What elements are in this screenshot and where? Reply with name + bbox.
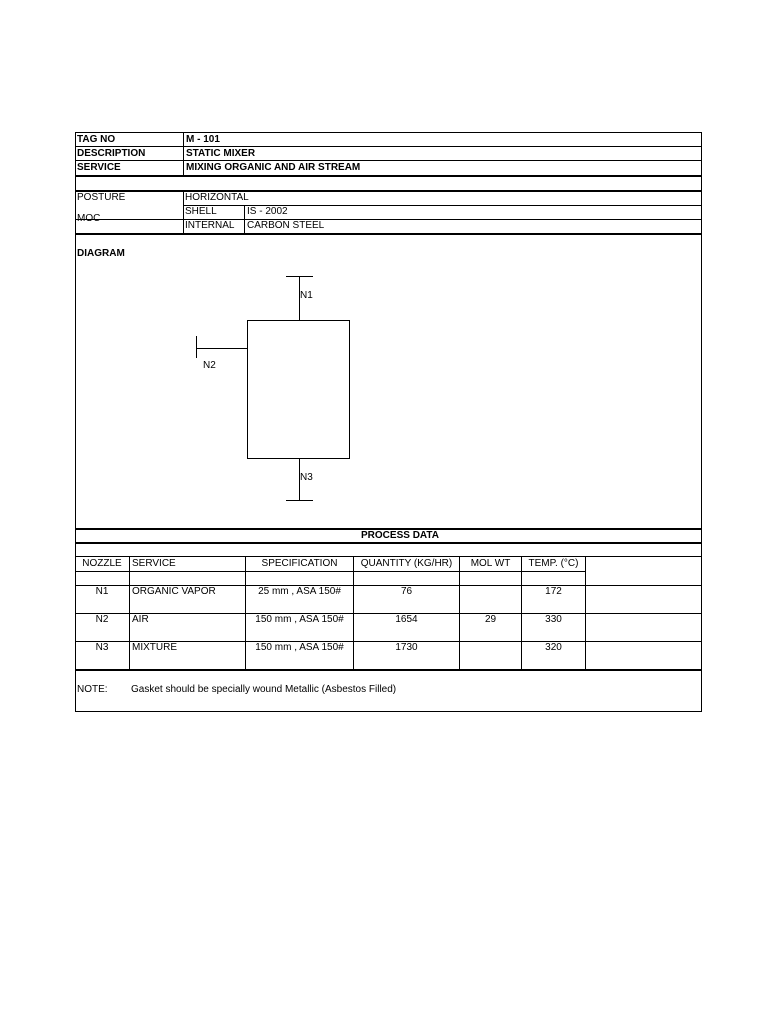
- row-quantity: 1654: [395, 614, 418, 625]
- row-spec: 25 mm , ASA 150#: [258, 586, 341, 597]
- rule: [75, 571, 585, 572]
- tag-no-value: M - 101: [186, 134, 220, 145]
- row-service: AIR: [132, 614, 149, 625]
- process-data-title: PROCESS DATA: [361, 530, 439, 541]
- row-quantity: 76: [400, 586, 413, 597]
- row-spec: 150 mm , ASA 150#: [255, 642, 344, 653]
- col-service: SERVICE: [132, 558, 176, 569]
- description-value: STATIC MIXER: [186, 148, 256, 159]
- n1-label: N1: [300, 290, 313, 301]
- row-nozzle: N2: [95, 614, 109, 625]
- moc-label: MOC: [77, 213, 101, 224]
- row-mol-wt: 29: [484, 614, 497, 625]
- note-text: Gasket should be specially wound Metallic (Asbestos Filled): [131, 684, 397, 695]
- row-nozzle: N3: [95, 642, 109, 653]
- rule: [75, 190, 702, 192]
- row-temp: 172: [545, 586, 562, 597]
- row-spec: 150 mm , ASA 150#: [255, 614, 344, 625]
- rule: [183, 191, 184, 234]
- service-label: SERVICE: [77, 162, 121, 173]
- diagram-title: DIAGRAM: [77, 248, 125, 259]
- rule: [244, 205, 245, 234]
- internal-value: CARBON STEEL: [247, 220, 325, 231]
- row-service: MIXTURE: [132, 642, 177, 653]
- rule: [75, 175, 702, 177]
- col-nozzle: NOZZLE: [82, 558, 122, 569]
- datasheet: [75, 132, 702, 712]
- note-label: NOTE:: [77, 684, 108, 695]
- rule: [75, 219, 702, 220]
- rule: [75, 556, 702, 557]
- col-mol-wt: MOL WT: [470, 558, 511, 569]
- posture-label: POSTURE: [77, 192, 126, 203]
- service-value: MIXING ORGANIC AND AIR STREAM: [186, 162, 361, 173]
- static-mixer-diagram: [75, 235, 702, 527]
- row-service: ORGANIC VAPOR: [132, 586, 216, 597]
- internal-label: INTERNAL: [185, 220, 235, 231]
- rule: [75, 160, 702, 161]
- mixer-body: [248, 321, 350, 459]
- posture-value: HORIZONTAL: [185, 192, 249, 203]
- rule: [75, 146, 702, 147]
- shell-label: SHELL: [185, 206, 217, 217]
- rule: [75, 669, 702, 671]
- col-specification: SPECIFICATION: [261, 558, 338, 569]
- row-temp: 330: [545, 614, 562, 625]
- description-label: DESCRIPTION: [77, 148, 146, 159]
- n3-label: N3: [300, 472, 313, 483]
- row-quantity: 1730: [395, 642, 418, 653]
- rule: [183, 132, 184, 176]
- col-quantity: QUANTITY (KG/HR): [360, 558, 453, 569]
- rule: [75, 542, 702, 544]
- row-temp: 320: [545, 642, 562, 653]
- shell-value: IS - 2002: [247, 206, 288, 217]
- n2-label: N2: [203, 360, 216, 371]
- row-nozzle: N1: [95, 586, 109, 597]
- col-temp: TEMP. (°C): [528, 558, 579, 569]
- tag-no-label: TAG NO: [77, 134, 116, 145]
